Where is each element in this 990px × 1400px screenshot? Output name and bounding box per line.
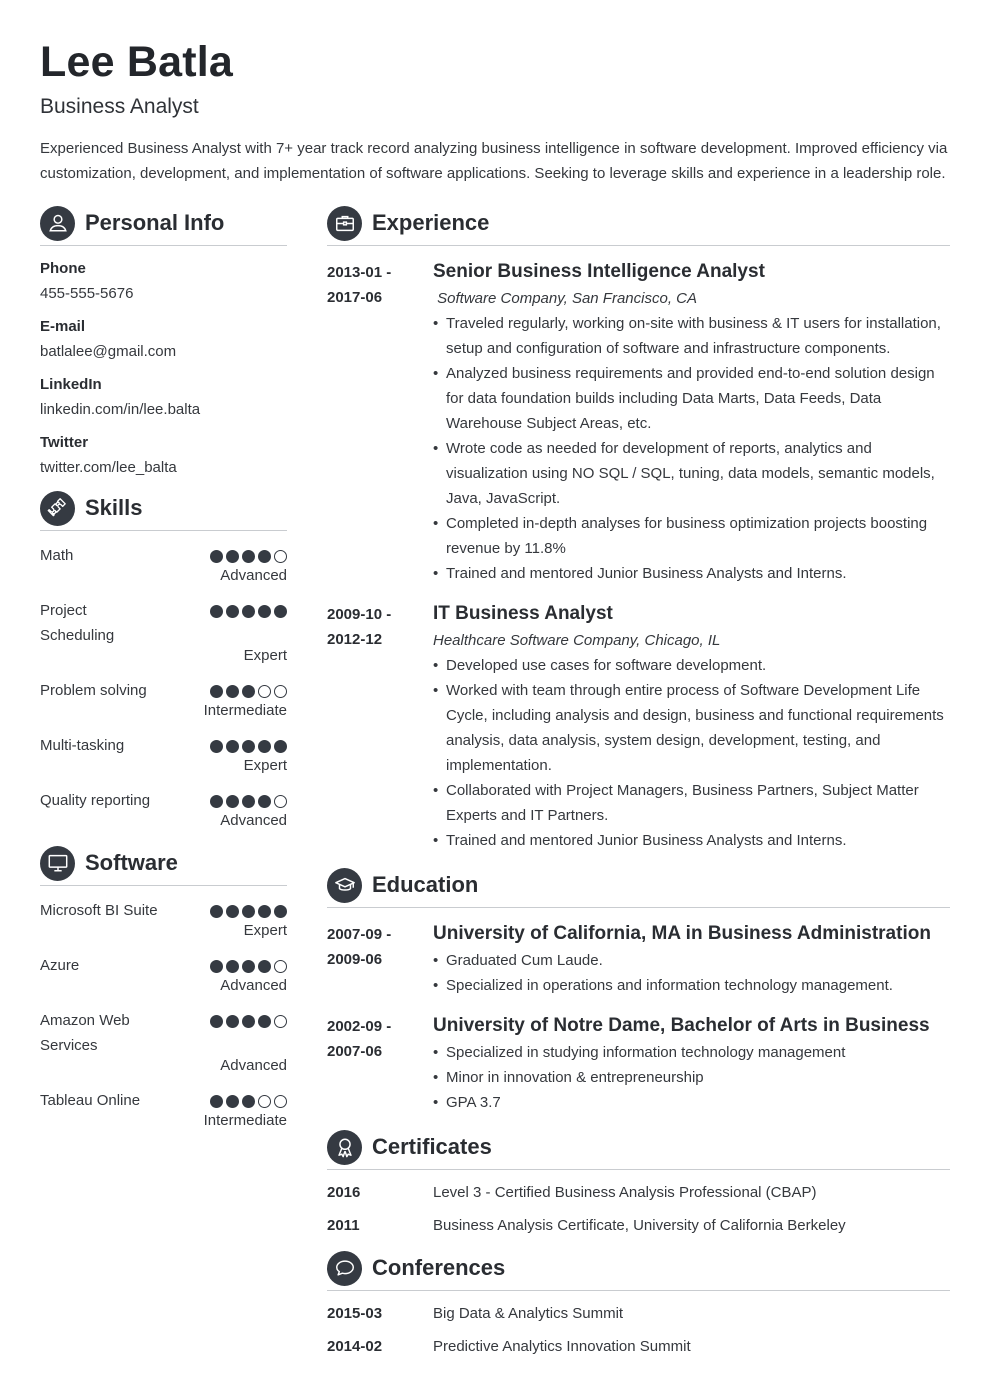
bullet-item: • Completed in-depth analyses for business optimization projects boosting revenue by 11.8% xyxy=(433,511,950,561)
rating-dots xyxy=(210,953,287,978)
filled-dot xyxy=(210,550,223,563)
empty-dot xyxy=(274,685,287,698)
bullet-item: • Trained and mentored Junior Business Analysts and Interns. xyxy=(433,828,950,853)
bullet-item: • Minor in innovation & entrepreneurship xyxy=(433,1065,950,1090)
filled-dot xyxy=(258,1015,271,1028)
certificates-header xyxy=(327,1129,950,1170)
education-title: Education xyxy=(372,872,479,897)
software-section xyxy=(40,845,287,1131)
row-text: Predictive Analytics Innovation Summit xyxy=(433,1338,691,1355)
rating-dots xyxy=(210,598,287,623)
conferences-row xyxy=(327,1334,950,1359)
conferences-list xyxy=(327,1301,950,1359)
skill-item xyxy=(40,898,287,941)
skill-level: Advanced xyxy=(220,977,287,994)
row-date: 2011 xyxy=(327,1217,360,1234)
entry-title: University of Notre Dame, Bachelor of Arts in Business xyxy=(433,1015,930,1036)
skill-level: Advanced xyxy=(220,812,287,829)
skills-title: Skills xyxy=(85,495,143,520)
filled-dot xyxy=(242,795,255,808)
user-icon xyxy=(40,206,75,241)
entry-date: 2002-09 - 2007-06 xyxy=(327,1018,392,1060)
filled-dot xyxy=(274,905,287,918)
skill-item xyxy=(40,953,287,996)
skill-name: Multi-tasking xyxy=(40,737,125,754)
empty-dot xyxy=(274,550,287,563)
row-text: Level 3 - Certified Business Analysis Professional (CBAP) xyxy=(433,1184,817,1201)
skills-section xyxy=(40,490,287,831)
experience-header xyxy=(327,205,950,246)
info-value: 455-555-5676 xyxy=(40,285,134,302)
filled-dot xyxy=(242,960,255,973)
bullet-item: • Worked with team through entire process of Software Development Life Cycle, including analysis and design, business and functional requirements analysis, data analysis, system design, development, testing, and implementation. xyxy=(433,678,950,778)
bullet-item: • Wrote code as needed for development of reports, analytics and visualization using NO SQL / SQL, tuning, data models, semantic models, Java, JavaScript. xyxy=(433,436,950,511)
resume-name: Lee Batla xyxy=(40,38,233,86)
conferences-header xyxy=(327,1250,950,1291)
skill-row xyxy=(40,598,287,648)
certificates-list xyxy=(327,1180,950,1238)
entry-subtitle: Software Company, San Francisco, CA xyxy=(433,290,697,307)
conferences-row xyxy=(327,1301,950,1326)
skill-row xyxy=(40,678,287,703)
info-item-phone xyxy=(40,259,287,304)
filled-dot xyxy=(226,740,239,753)
software-title: Software xyxy=(85,850,178,875)
rating-dots xyxy=(210,1008,287,1033)
filled-dot xyxy=(226,550,239,563)
bullet-list xyxy=(433,1040,950,1115)
certificates-row xyxy=(327,1180,950,1205)
education-entry xyxy=(327,920,950,998)
bullet-list xyxy=(433,948,950,998)
skill-level: Expert xyxy=(243,757,287,774)
skills-header xyxy=(40,490,287,531)
software-list xyxy=(40,898,287,1131)
filled-dot xyxy=(226,795,239,808)
bullet-item: • Graduated Cum Laude. xyxy=(433,948,950,973)
info-item-linkedin xyxy=(40,375,287,420)
award-ribbon-icon xyxy=(327,1130,362,1165)
experience-list xyxy=(327,258,950,853)
entry-date: 2009-10 - 2012-12 xyxy=(327,606,392,648)
bullet-list xyxy=(433,653,950,853)
info-label: Phone xyxy=(40,260,86,277)
bullet-item: • Traveled regularly, working on-site with business & IT users for installation, setup and configuration of software and infrastructure components. xyxy=(433,311,950,361)
info-label: E-mail xyxy=(40,318,86,335)
info-item-twitter xyxy=(40,433,287,478)
filled-dot xyxy=(242,1095,255,1108)
conferences-section xyxy=(327,1250,950,1359)
bullet-list xyxy=(433,311,950,586)
filled-dot xyxy=(210,905,223,918)
skill-level: Intermediate xyxy=(203,1112,287,1129)
filled-dot xyxy=(226,605,239,618)
experience-section xyxy=(327,205,950,853)
skill-item xyxy=(40,678,287,721)
info-label: Twitter xyxy=(40,434,89,451)
certificates-section xyxy=(327,1129,950,1238)
experience-entry xyxy=(327,258,950,586)
rating-dots xyxy=(210,788,287,813)
software-header xyxy=(40,845,287,886)
skill-row xyxy=(40,898,287,923)
filled-dot xyxy=(210,960,223,973)
bullet-item: • Specialized in studying information technology management xyxy=(433,1040,950,1065)
filled-dot xyxy=(226,1015,239,1028)
entry-title: University of California, MA in Business Administration xyxy=(433,923,931,944)
skill-row xyxy=(40,733,287,758)
bullet-item: • Collaborated with Project Managers, Business Partners, Subject Matter Experts and IT Partners. xyxy=(433,778,950,828)
empty-dot xyxy=(258,685,271,698)
skill-row xyxy=(40,1088,287,1113)
skill-name: Amazon Web Services xyxy=(40,1012,130,1054)
puzzle-icon xyxy=(40,491,75,526)
resume-summary: Experienced Business Analyst with 7+ year track record analyzing business intelligence in software development. Improved efficiency via customization, development, and implementation of software applications. Seeking to leverage skills and experience in a leadership role. xyxy=(40,140,948,182)
rating-dots xyxy=(210,898,287,923)
skill-level: Advanced xyxy=(220,567,287,584)
empty-dot xyxy=(258,1095,271,1108)
entry-subtitle: Healthcare Software Company, Chicago, IL xyxy=(433,632,721,649)
personal-info-title: Personal Info xyxy=(85,210,225,235)
filled-dot xyxy=(242,685,255,698)
empty-dot xyxy=(274,960,287,973)
experience-title: Experience xyxy=(372,210,490,235)
filled-dot xyxy=(226,905,239,918)
empty-dot xyxy=(274,1095,287,1108)
graduation-cap-icon xyxy=(327,868,362,903)
entry-body xyxy=(433,1012,950,1115)
filled-dot xyxy=(210,605,223,618)
rating-dots xyxy=(210,1088,287,1113)
entry-title: Senior Business Intelligence Analyst xyxy=(433,261,765,282)
entry-body xyxy=(433,920,950,998)
skill-item xyxy=(40,1088,287,1131)
skill-name: Quality reporting xyxy=(40,792,151,809)
certificates-row xyxy=(327,1213,950,1238)
filled-dot xyxy=(242,1015,255,1028)
rating-dots xyxy=(210,543,287,568)
bullet-item: • GPA 3.7 xyxy=(433,1090,950,1115)
row-date: 2014-02 xyxy=(327,1338,383,1355)
skill-item xyxy=(40,543,287,586)
bullet-item: • Developed use cases for software development. xyxy=(433,653,950,678)
entry-date: 2007-09 - 2009-06 xyxy=(327,926,392,968)
speech-bubble-icon xyxy=(327,1251,362,1286)
filled-dot xyxy=(258,795,271,808)
filled-dot xyxy=(226,685,239,698)
filled-dot xyxy=(258,740,271,753)
education-section xyxy=(327,867,950,1115)
left-column xyxy=(40,205,287,1145)
personal-info-section xyxy=(40,205,287,478)
filled-dot xyxy=(210,1015,223,1028)
entry-body xyxy=(433,600,950,853)
filled-dot xyxy=(242,605,255,618)
skills-list xyxy=(40,543,287,831)
certificates-title: Certificates xyxy=(372,1134,492,1159)
row-date: 2016 xyxy=(327,1184,361,1201)
briefcase-icon xyxy=(327,206,362,241)
skill-name: Problem solving xyxy=(40,682,147,699)
empty-dot xyxy=(274,795,287,808)
skill-level: Intermediate xyxy=(203,702,287,719)
info-item-email xyxy=(40,317,287,362)
education-list xyxy=(327,920,950,1115)
skill-name: Azure xyxy=(40,957,80,974)
conferences-title: Conferences xyxy=(372,1255,506,1280)
row-text: Big Data & Analytics Summit xyxy=(433,1305,624,1322)
filled-dot xyxy=(210,685,223,698)
skill-item xyxy=(40,598,287,666)
filled-dot xyxy=(242,740,255,753)
education-header xyxy=(327,867,950,908)
info-value: twitter.com/lee_balta xyxy=(40,459,177,476)
personal-info-header xyxy=(40,205,287,246)
rating-dots xyxy=(210,678,287,703)
bullet-item: • Analyzed business requirements and provided end-to-end solution design for data foundation builds including Data Marts, Data Feeds, Data Warehouse Subject Areas, etc. xyxy=(433,361,950,436)
row-text: Business Analysis Certificate, University of California Berkeley xyxy=(433,1217,846,1234)
skill-level: Expert xyxy=(243,922,287,939)
filled-dot xyxy=(226,1095,239,1108)
row-date: 2015-03 xyxy=(327,1305,383,1322)
info-value: linkedin.com/in/lee.balta xyxy=(40,401,201,418)
skill-level: Expert xyxy=(243,647,287,664)
filled-dot xyxy=(274,740,287,753)
skill-level: Advanced xyxy=(220,1057,287,1074)
skill-row xyxy=(40,1008,287,1058)
skill-name: Tableau Online xyxy=(40,1092,141,1109)
resume-role: Business Analyst xyxy=(40,95,199,118)
filled-dot xyxy=(274,605,287,618)
empty-dot xyxy=(274,1015,287,1028)
entry-body xyxy=(433,258,950,586)
education-entry xyxy=(327,1012,950,1115)
entry-title: IT Business Analyst xyxy=(433,603,613,624)
filled-dot xyxy=(210,740,223,753)
skill-name: Math xyxy=(40,547,74,564)
monitor-icon xyxy=(40,846,75,881)
filled-dot xyxy=(258,550,271,563)
filled-dot xyxy=(258,960,271,973)
skill-item xyxy=(40,1008,287,1076)
entry-date: 2013-01 - 2017-06 xyxy=(327,264,392,306)
skill-item xyxy=(40,788,287,831)
filled-dot xyxy=(210,795,223,808)
skill-row xyxy=(40,543,287,568)
filled-dot xyxy=(226,960,239,973)
skill-row xyxy=(40,788,287,813)
filled-dot xyxy=(258,605,271,618)
info-label: LinkedIn xyxy=(40,376,102,393)
info-value: batlalee@gmail.com xyxy=(40,343,177,360)
rating-dots xyxy=(210,733,287,758)
experience-entry xyxy=(327,600,950,853)
bullet-item: • Specialized in operations and information technology management. xyxy=(433,973,950,998)
filled-dot xyxy=(210,1095,223,1108)
filled-dot xyxy=(242,550,255,563)
filled-dot xyxy=(258,905,271,918)
skill-name: Project Scheduling xyxy=(40,602,115,644)
skill-name: Microsoft BI Suite xyxy=(40,902,158,919)
filled-dot xyxy=(242,905,255,918)
skill-item xyxy=(40,733,287,776)
right-column xyxy=(327,205,950,1371)
bullet-item: • Trained and mentored Junior Business Analysts and Interns. xyxy=(433,561,950,586)
skill-row xyxy=(40,953,287,978)
